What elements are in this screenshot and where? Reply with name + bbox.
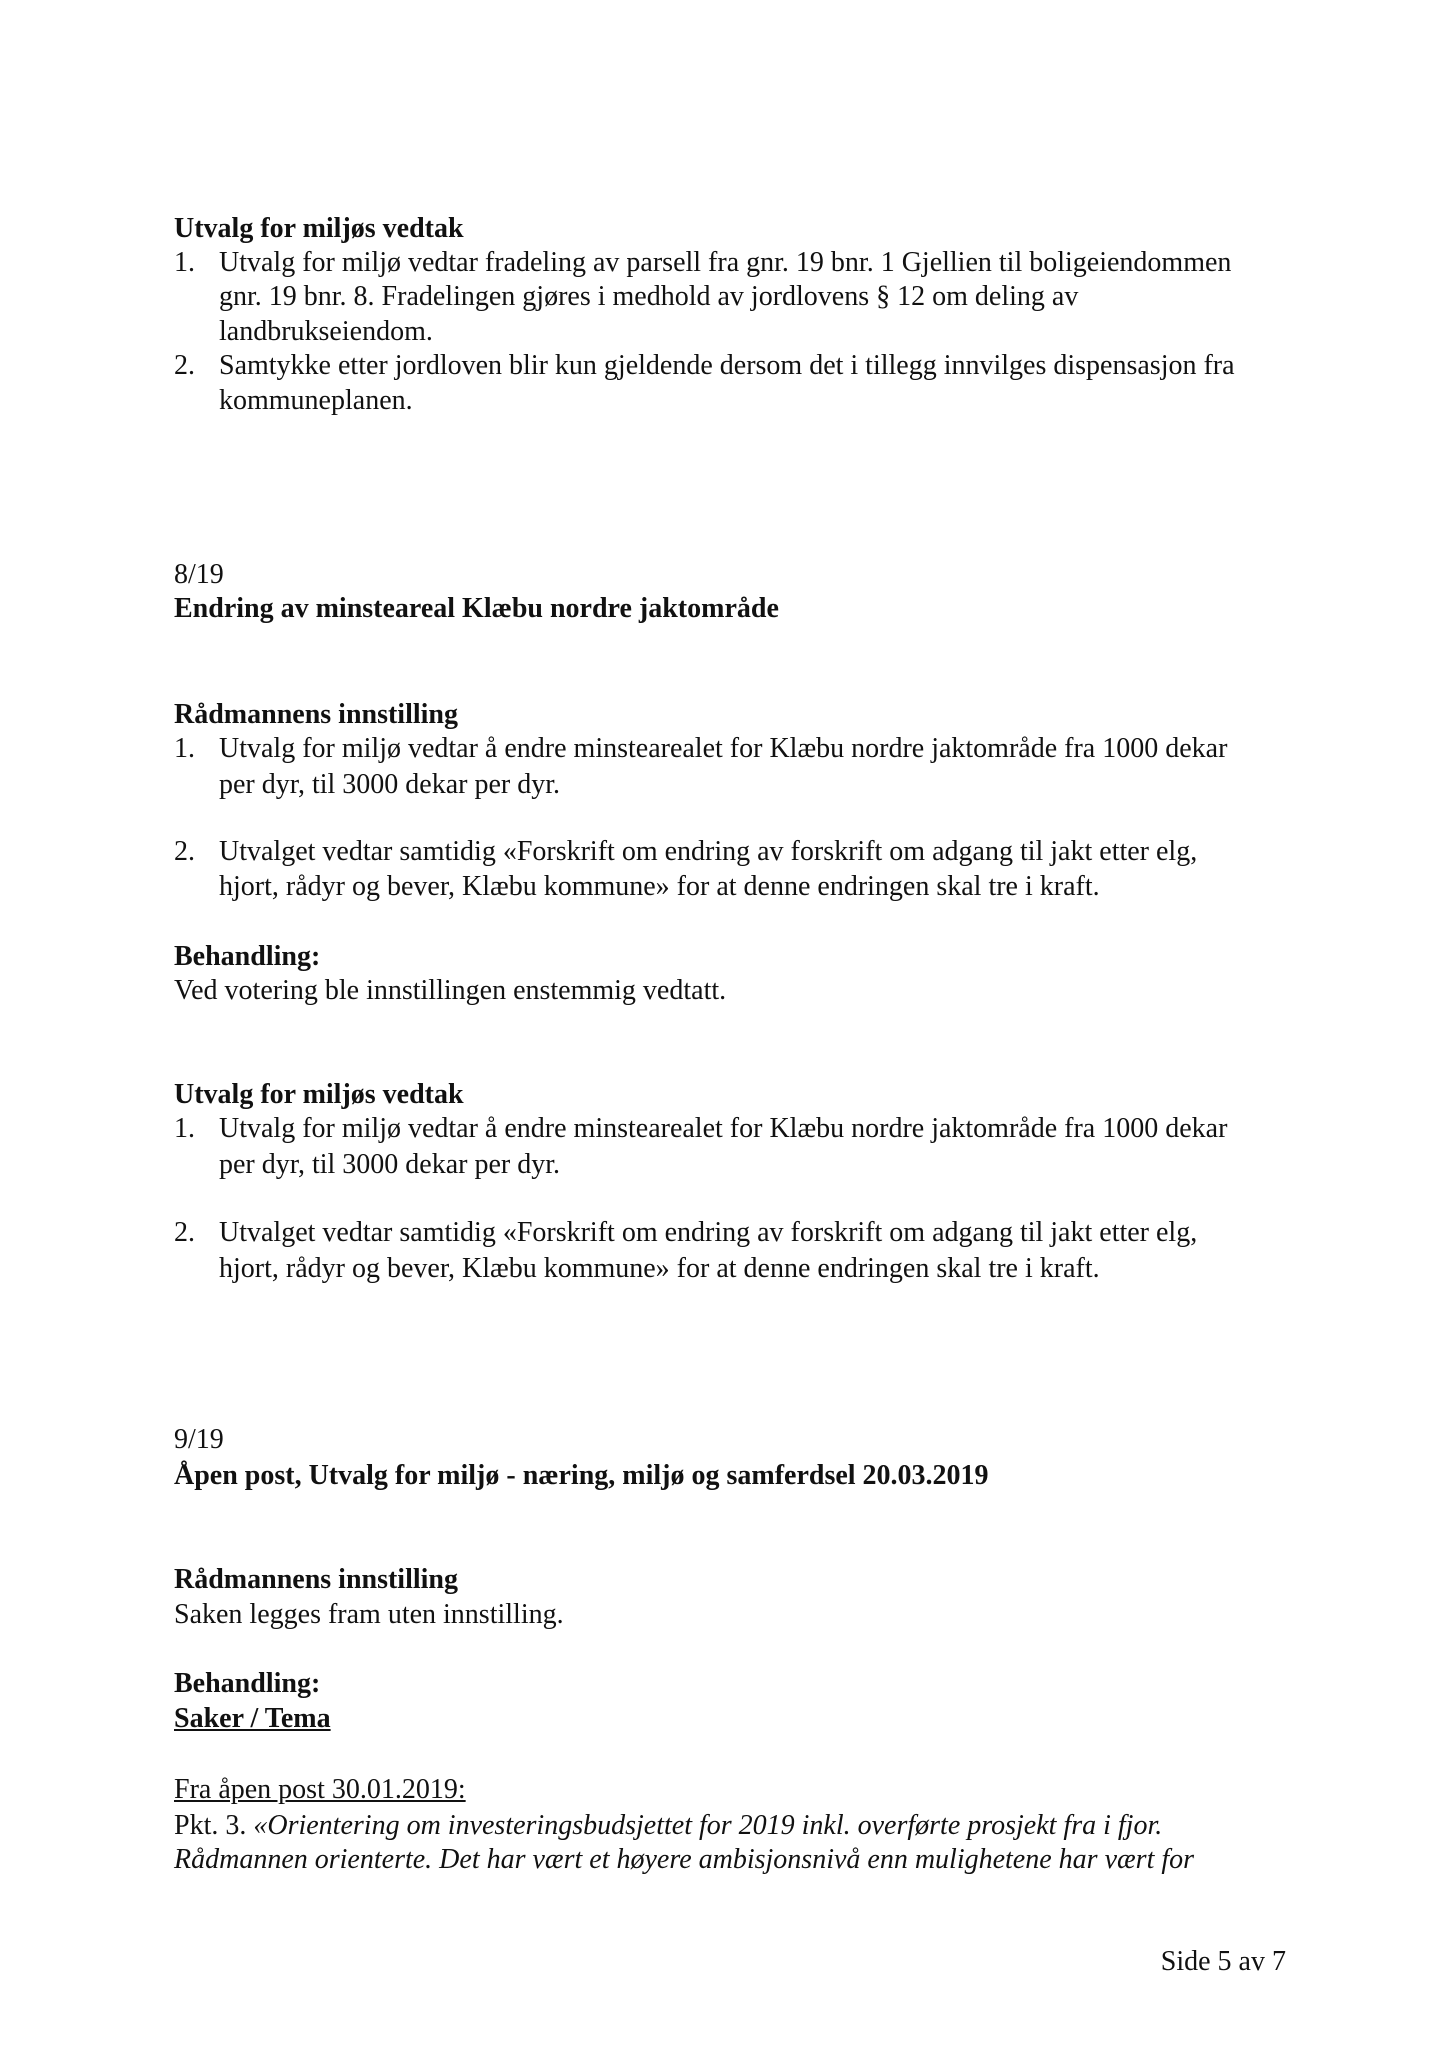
list-item-text: per dyr, til 3000 dekar per dyr. xyxy=(219,1149,561,1180)
list-number: 2. xyxy=(174,350,195,381)
pkt-quote: «Orientering om investeringsbudsjettet for 2019 inkl. overførte prosjekt fra i fjor. xyxy=(253,1810,1163,1841)
list-item-text: landbrukseiendom. xyxy=(219,316,433,347)
list-item-text: Utvalg for miljø vedtar å endre minstearealet for Klæbu nordre jaktområde fra 1000 dekar xyxy=(219,733,1228,764)
pkt-quote-continued: Rådmannen orienterte. Det har vært et høyere ambisjonsnivå enn mulighetene har vært for xyxy=(174,1844,1195,1875)
list-item-text: Utvalget vedtar samtidig «Forskrift om endring av forskrift om adgang til jakt etter elg, xyxy=(219,836,1198,867)
recommendation-text: Saken legges fram uten innstilling. xyxy=(174,1599,564,1630)
treatment-text: Ved votering ble innstillingen enstemmig vedtatt. xyxy=(174,975,727,1006)
topics-subheading: Saker / Tema xyxy=(174,1703,331,1734)
list-item-text: kommuneplanen. xyxy=(219,385,413,416)
treatment-heading: Behandling: xyxy=(174,1668,321,1699)
list-number: 1. xyxy=(174,247,195,278)
page-number: Side 5 av 7 xyxy=(1160,1946,1286,1977)
list-item-text: per dyr, til 3000 dekar per dyr. xyxy=(219,769,561,800)
pkt-line xyxy=(174,1809,1162,1843)
list-item-text: Utvalg for miljø vedtar å endre minstearealet for Klæbu nordre jaktområde fra 1000 dekar xyxy=(219,1113,1228,1144)
list-number: 2. xyxy=(174,1217,195,1248)
from-open-post-label: Fra åpen post 30.01.2019: xyxy=(174,1774,466,1805)
list-item-text: hjort, rådyr og bever, Klæbu kommune» for at denne endringen skal tre i kraft. xyxy=(219,1253,1100,1284)
decision-heading: Utvalg for miljøs vedtak xyxy=(174,1079,464,1110)
list-number: 1. xyxy=(174,733,195,764)
treatment-heading: Behandling: xyxy=(174,941,321,972)
list-item-text: Utvalget vedtar samtidig «Forskrift om endring av forskrift om adgang til jakt etter elg, xyxy=(219,1217,1198,1248)
list-item-text: gnr. 19 bnr. 8. Fradelingen gjøres i medhold av jordlovens § 12 om deling av xyxy=(219,281,1079,312)
list-item-text: Utvalg for miljø vedtar fradeling av parsell fra gnr. 19 bnr. 1 Gjellien til boligeiendommen xyxy=(219,247,1232,278)
recommendation-heading: Rådmannens innstilling xyxy=(174,1564,458,1595)
list-number: 1. xyxy=(174,1113,195,1144)
list-number: 2. xyxy=(174,836,195,867)
recommendation-heading: Rådmannens innstilling xyxy=(174,699,458,730)
case-number: 9/19 xyxy=(174,1424,224,1455)
pkt-prefix: Pkt. 3. xyxy=(174,1810,254,1841)
list-item-text: Samtykke etter jordloven blir kun gjeldende dersom det i tillegg innvilges dispensasjon fra xyxy=(219,350,1235,381)
decision-heading: Utvalg for miljøs vedtak xyxy=(174,213,464,244)
case-title: Åpen post, Utvalg for miljø - næring, miljø og samferdsel 20.03.2019 xyxy=(174,1460,989,1491)
case-title: Endring av minsteareal Klæbu nordre jaktområde xyxy=(174,593,779,624)
case-number: 8/19 xyxy=(174,559,224,590)
list-item-text: hjort, rådyr og bever, Klæbu kommune» for at denne endringen skal tre i kraft. xyxy=(219,871,1100,902)
